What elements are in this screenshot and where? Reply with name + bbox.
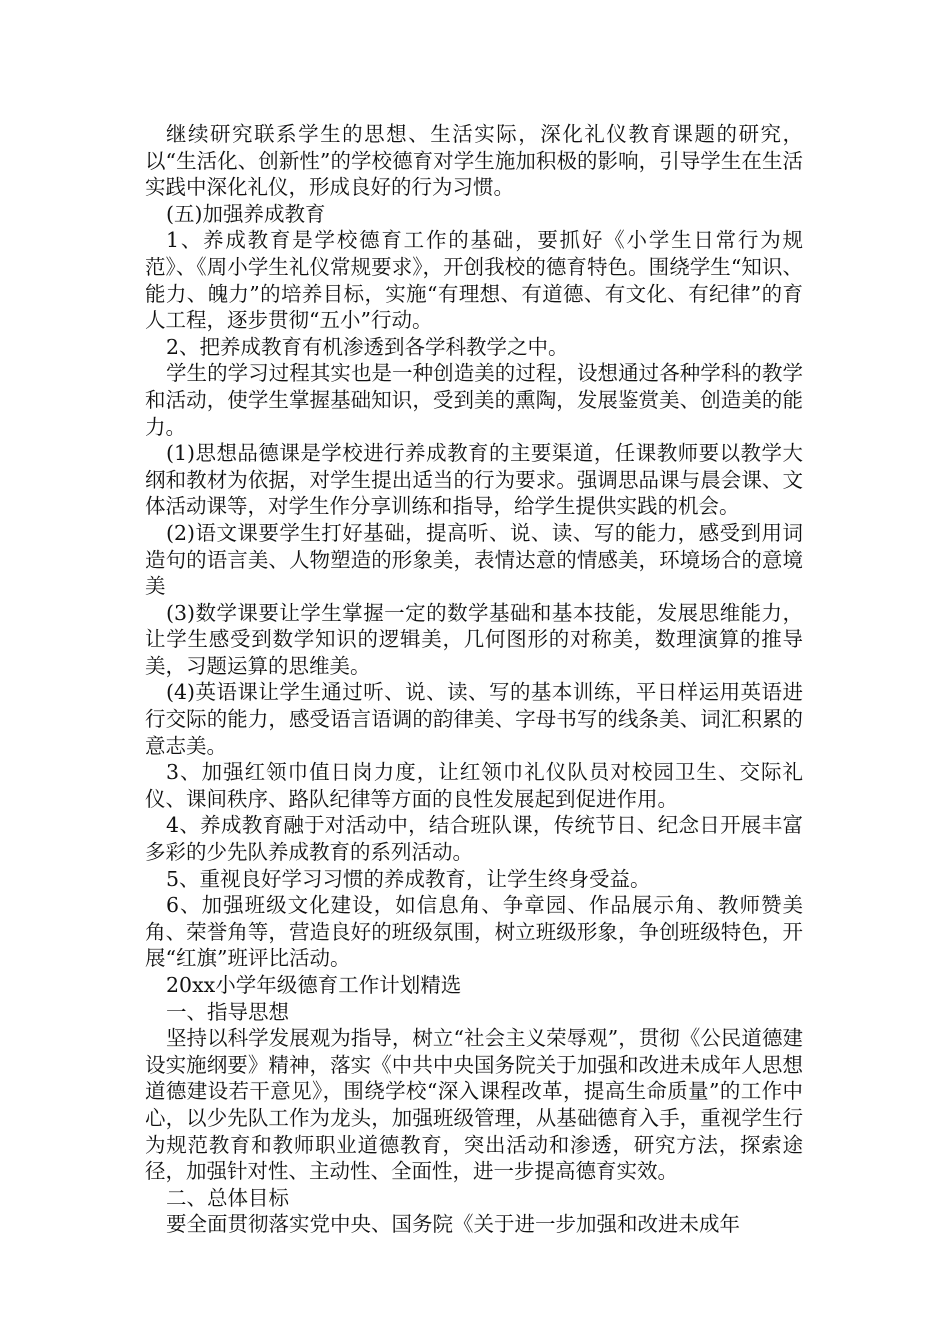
paragraph: 5、重视良好学习习惯的养成教育，让学生终身受益。 xyxy=(166,866,651,891)
paragraph: (2)语文课要学生打好基础，提高听、说、读、写的能力，感受到用词造句的语言美、人物塑造的形象美，表情达意的情感美，环境场合的意境美 xyxy=(145,520,803,599)
document-title: 20xx小学年级德育工作计划精选 xyxy=(166,973,462,997)
document-body xyxy=(145,121,803,1238)
section-heading: 一、指导思想 xyxy=(166,999,289,1024)
paragraph: 3、加强红领巾值日岗力度，让红领巾礼仪队员对校园卫生、交际礼仪、课间秩序、路队纪律等方面的良性发展起到促进作用。 xyxy=(145,760,803,811)
paragraph: 学生的学习过程其实也是一种创造美的过程，设想通过各种学科的教学和活动，使学生掌握基础知识，受到美的熏陶，发展鉴赏美、创造美的能力。 xyxy=(145,361,803,439)
paragraph: 2、把养成教育有机渗透到各学科教学之中。 xyxy=(166,334,569,359)
paragraph: (3)数学课要让学生掌握一定的数学基础和基本技能，发展思维能力，让学生感受到数学知识的逻辑美，几何图形的对称美，数理演算的推导美，习题运算的思维美。 xyxy=(145,600,803,678)
paragraph: 继续研究联系学生的思想、生活实际，深化礼仪教育课题的研究，以“生活化、创新性”的学校德育对学生施加积极的影响，引导学生在生活实践中深化礼仪，形成良好的行为习惯。 xyxy=(145,122,803,200)
paragraph: 6、加强班级文化建设，如信息角、争章园、作品展示角、教师赞美角、荣誉角等，营造良好的班级氛围，树立班级形象，争创班级特色，开展“红旗”班评比活动。 xyxy=(145,893,803,971)
paragraph: 要全面贯彻落实党中央、国务院《关于进一步加强和改进未成年 xyxy=(166,1212,740,1237)
paragraph: (1)思想品德课是学校进行养成教育的主要渠道，任课教师要以教学大纲和教材为依据，对学生提出适当的行为要求。强调思品课与晨会课、文体活动课等，对学生作分享训练和指导，给学生提供实践的机会。 xyxy=(145,441,803,519)
paragraph: 1、养成教育是学校德育工作的基础，要抓好《小学生日常行为规范》、《周小学生礼仪常规要求》，开创我校的德育特色。围绕学生“知识、能力、魄力”的培养目标，实施“有理想、有道德、有文化、有纪律”的育人工程，逐步贯彻“五小”行动。 xyxy=(145,228,803,333)
paragraph: 4、养成教育融于对活动中，结合班队课，传统节日、纪念日开展丰富多彩的少先队养成教育的系列活动。 xyxy=(145,813,803,865)
paragraph: 坚持以科学发展观为指导，树立“社会主义荣辱观”，贯彻《公民道德建设实施纲要》精神，落实《中共中央国务院关于加强和改进未成年人思想道德建设若干意见》，围绕学校“深入课程改革，提高生命质量”的工作中心，以少先队工作为龙头，加强班级管理，从基础德育入手，重视学生行为规范教育和教师职业道德教育，突出活动和渗透，研究方法，探索途径，加强针对性、主动性、全面性，进一步提高德育实效。 xyxy=(145,1026,803,1184)
section-heading: (五)加强养成教育 xyxy=(166,201,326,226)
paragraph: (4)英语课让学生通过听、说、读、写的基本训练，平日样运用英语进行交际的能力，感受语言语调的韵律美、字母书写的线条美、词汇积累的意志美。 xyxy=(145,680,803,758)
section-heading: 二、总体目标 xyxy=(166,1185,289,1210)
